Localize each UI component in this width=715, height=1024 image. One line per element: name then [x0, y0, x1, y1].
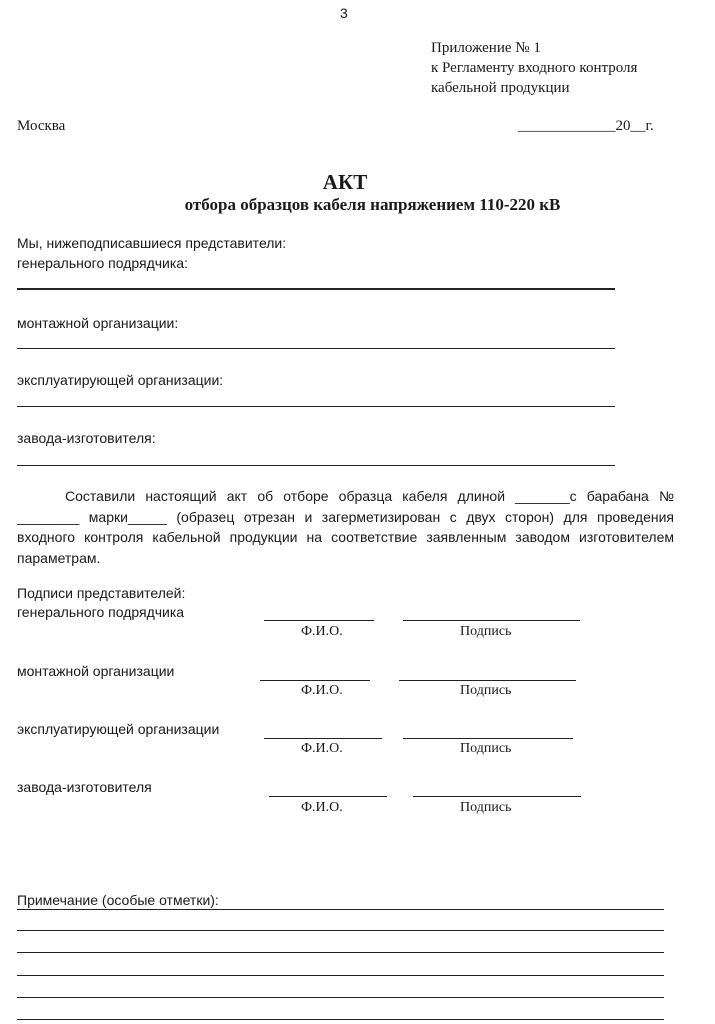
note-line[interactable] [17, 997, 664, 998]
document-subtitle: отбора образцов кабеля напряжением 110-220 кВ [184, 195, 561, 214]
note-line[interactable] [17, 975, 664, 976]
note-line[interactable] [17, 1019, 664, 1020]
fio-label: Ф.И.О. [301, 624, 343, 639]
annex-line-2: к Регламенту входного контроля [431, 60, 638, 76]
fio-label: Ф.И.О. [301, 683, 343, 698]
note-label: Примечание (особые отметки): [17, 892, 219, 908]
signature-label: Подпись [460, 800, 512, 815]
signature-line[interactable] [399, 680, 576, 681]
date-field: _____________20__г. [518, 118, 654, 134]
signature-line[interactable] [403, 738, 573, 739]
intro-line-2: генерального подрядчика: [17, 255, 188, 271]
annex-line-3: кабельной продукции [431, 80, 570, 96]
fio-label: Ф.И.О. [301, 800, 343, 815]
operating-org-line[interactable] [17, 406, 615, 407]
note-line[interactable] [17, 952, 664, 953]
fio-line[interactable] [269, 796, 387, 797]
signature-label: Подпись [460, 683, 512, 698]
body-text: Составили настоящий акт об отборе образца кабеля длиной _______с барабана № ________ марки_____ (образец отрезан и загерметизирован с двух сторон) для проведения входного контроля кабельной продукции на соответствие заявленным заводом изготовителем параметрам. [17, 488, 674, 566]
fio-label: Ф.И.О. [301, 741, 343, 756]
signature-row-label: монтажной организации [17, 663, 175, 679]
installation-org-line[interactable] [17, 348, 615, 349]
manufacturer-line[interactable] [17, 465, 615, 466]
manufacturer-label: завода-изготовителя: [17, 430, 156, 446]
signatures-header: Подписи представителей: [17, 585, 186, 601]
body-paragraph [17, 486, 674, 568]
document-title: АКТ [322, 170, 368, 194]
installation-org-label: монтажной организации: [17, 315, 179, 331]
general-contractor-line[interactable] [17, 288, 615, 290]
signature-label: Подпись [460, 741, 512, 756]
note-line[interactable] [17, 909, 664, 910]
fio-line[interactable] [264, 738, 382, 739]
fio-line[interactable] [260, 680, 370, 681]
intro-line-1: Мы, нижеподписавшиеся представители: [17, 235, 287, 251]
signature-row-label: генерального подрядчика [17, 604, 185, 620]
signature-line[interactable] [413, 796, 581, 797]
operating-org-label: эксплуатирующей организации: [17, 372, 224, 388]
signature-line[interactable] [403, 620, 580, 621]
annex-line-1: Приложение № 1 [431, 40, 541, 56]
page-number: 3 [340, 5, 348, 21]
signature-row-label: завода-изготовителя [17, 779, 152, 795]
fio-line[interactable] [264, 620, 374, 621]
note-line[interactable] [17, 930, 664, 931]
signature-label: Подпись [460, 624, 512, 639]
city: Москва [17, 118, 66, 134]
signature-row-label: эксплуатирующей организации [17, 721, 220, 737]
